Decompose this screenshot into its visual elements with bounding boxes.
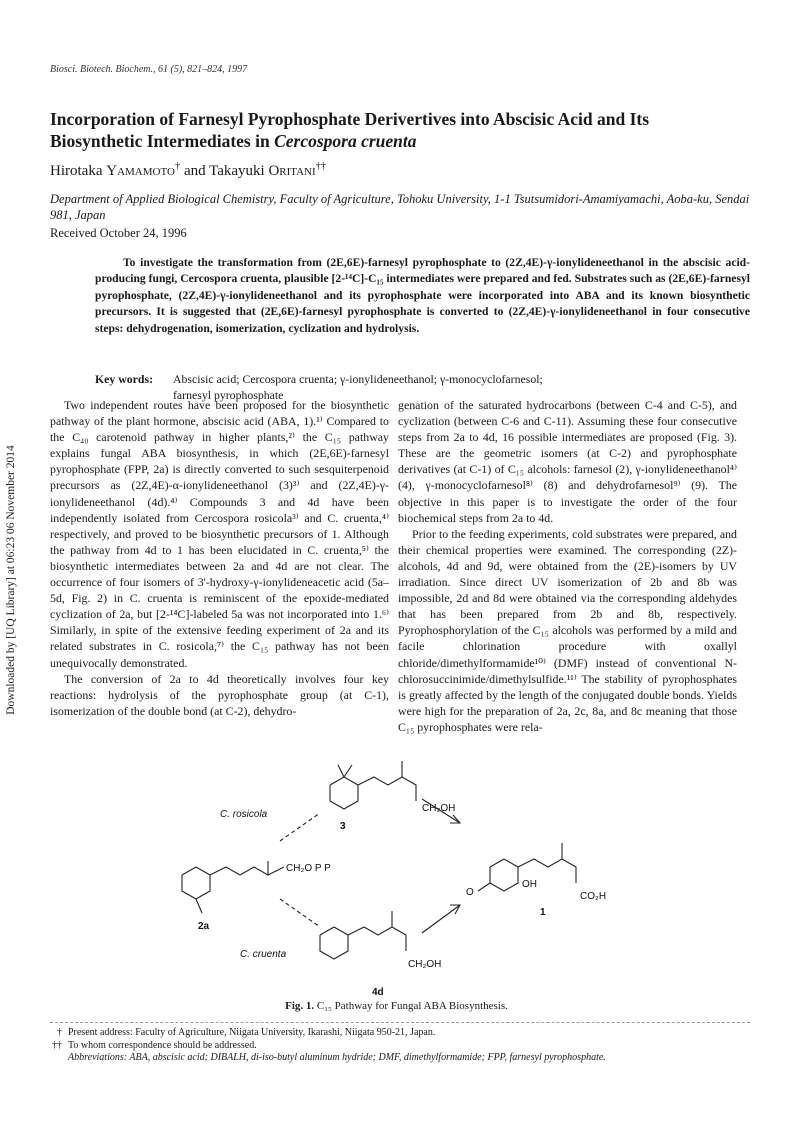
body-column-left [50, 397, 389, 719]
footnote-divider [50, 1022, 750, 1023]
paragraph: Two independent routes have been proposed for the biosynthetic pathway of the plant hormone, abscisic acid (ABA, 1).¹⁾ Compared to the C₄₀ carotenoid pathway in higher plants,²⁾ the C₁₅ pathway explains fungal ABA biosynthesis, in which (2E,6E)-farnesyl pyrophosphate (FPP, 2a) is directly converted to such sesquiterpenoid precursors as (2Z,4E)-α-ionylideneethanol (3)³⁾ and (2Z,4E)-γ-ionylideneethanol (4d).⁴⁾ Compounds 3 and 4d have been independently isolated from Cercospora rosicola³⁾ and C. cruenta,⁴⁾ respectively, and proved to be biosynthetic precursors of 1. Although the pathway from 4d to 1 has been elucidated in C. cruenta,⁵⁾ the biosynthetic intermediates between 2a and 4d are not clear. The occurrence of four isomers of 3'-hydroxy-γ-ionylideneacetic acid (5a–5d, Fig. 2) in C. cruenta is reminiscent of the epoxide-mediated cyclization of 2a, but [2-¹⁴C]-labeled 5a was not incorporated into 1.⁶⁾ Similarly, in spite of the extensive feeding experiment of 2a and its related substrates in C. rosicola,⁷⁾ the C₁₅ pathway has not been unequivocally demonstrated. [50, 398, 389, 670]
group-ch2oh-top: CH₂OH [422, 803, 456, 814]
structure-3 [330, 777, 358, 809]
author-2-given: Takayuki [209, 163, 269, 179]
author-2-mark: †† [315, 161, 327, 172]
figure-1 [160, 737, 640, 999]
footnote [50, 1052, 750, 1065]
structure-1 [490, 859, 518, 891]
figure-caption [0, 1000, 793, 1012]
paragraph: Prior to the feeding experiments, cold substrates were prepared, and their chemical properties were examined. The corresponding (2Z)-alcohols, 4d and 9d, were obtained from the (2E)-isomers by UV irradiation. Since direct UV isomerization of 2b and 8b was impossible, 2d and 8d were obtained via the corresponding aldehydes that has been prepared from 2b and 8b, respectively. Pyrophosphorylation of the C₁₅ alcohols was performed by a mild and facile chlorination procedure with oxallyl chloride/dimethylformamide¹⁰⁾ (DMF) instead of conventional N-chlorosuccinimide/dimethylsulfide.¹¹⁾ The stability of pyrophosphates is greatly affected by the length of the conjugated double bonds. Yields were high for the preparation of 2a, 2c, 8a, and 8c meaning that those C₁₅ pyrophosphates were rela- [398, 526, 737, 734]
affiliation: Department of Applied Biological Chemistry, Faculty of Agriculture, Tohoku University, 1-1 Tsutsumidori-Amamiyamachi, Aoba-ku, Sendai 981, Japan [50, 192, 750, 222]
footnote-mark: † [57, 1027, 62, 1038]
author-list [50, 163, 326, 180]
footnote-mark: †† [52, 1039, 62, 1051]
body-column-right [398, 397, 737, 735]
group-ch2opp: CH₂O P P [286, 863, 331, 874]
received-date: Received October 24, 1996 [50, 226, 187, 240]
author-1-mark: † [174, 161, 181, 172]
label-c-rosicola: C. rosicola [220, 809, 268, 820]
keywords-line-1: Abscisic acid; Cercospora cruenta; γ-ionylideneethanol; γ-monocyclofarnesol; [173, 372, 543, 386]
group-co2h: CO₂H [580, 891, 607, 902]
label-c-cruenta: C. cruenta [240, 949, 287, 960]
keywords-line-2: farnesyl pyrophosphate [173, 388, 284, 402]
footnote-text: Present address: Faculty of Agriculture, Niigata University, Ikarashi, Niigata 950-21, Japan. [68, 1027, 436, 1038]
label-compound-4d: 4d [372, 987, 384, 998]
structure-2a [182, 867, 210, 899]
arrow-2a-to-3 [280, 813, 320, 841]
author-1-given: Hirotaka [50, 163, 107, 179]
footnote-text: To whom correspondence should be addressed. [68, 1039, 257, 1051]
footnote [50, 1027, 750, 1040]
title-organism: Cercospora cruenta [274, 131, 417, 151]
title-line-1: Incorporation of Farnesyl Pyrophosphate Derivertives into Abscisic Acid and Its [50, 109, 650, 129]
paragraph: genation of the saturated hydrocarbons (between C-4 and C-5), and cyclization (between C-6 and C-11). Assuming these four consecutive steps from 2a to 4d, 16 possible intermediates are proposed (Fig. 3). These are the geometric isomers (at C-2) and pyrophosphate derivatives (at C-1) of C₁₅ alcohols: farnesol (2), γ-ionylideneethanol⁴⁾ (4), γ-monocyclofarnesol⁸⁾ (8) and dehydrofarnesol⁹⁾ (9). The objective in this paper is to investigate the order of the four biochemical steps from 2a to 4d. [398, 398, 737, 525]
group-o: O [466, 887, 474, 898]
keywords-label: Key words: [95, 372, 153, 386]
paragraph: The conversion of 2a to 4d theoretically involves four key reactions: hydrolysis of the pyrophosphate group (at C-1), isomerization of the double bond (at C-2), dehydro- [50, 671, 389, 718]
author-2-family: Oritani [268, 163, 316, 179]
download-stamp [0, 0, 22, 1123]
arrow-2a-to-4d [280, 899, 320, 927]
label-compound-3: 3 [340, 821, 346, 832]
caption-label: Fig. 1. [285, 1000, 315, 1012]
arrow-4d-to-1 [422, 905, 460, 933]
journal-citation: Biosci. Biotech. Biochem., 61 (5), 821–824, 1997 [50, 64, 248, 75]
group-oh: OH [522, 879, 537, 890]
label-compound-1: 1 [540, 907, 546, 918]
title-line-2: Biosynthetic Intermediates in [50, 131, 275, 151]
group-ch2oh-bottom: CH₂OH [408, 959, 442, 970]
label-compound-2a: 2a [198, 921, 210, 932]
author-conjunction: and [180, 163, 210, 179]
paper-title [50, 108, 750, 152]
footnotes [50, 1027, 750, 1065]
download-stamp-text: Downloaded by [UQ Library] at 06:23 06 November 2014 [5, 445, 17, 715]
footnote [50, 1040, 750, 1053]
structure-4d [320, 927, 348, 959]
pathway-diagram [160, 737, 640, 999]
abstract: To investigate the transformation from (2E,6E)-farnesyl pyrophosphate to (2Z,4E)-γ-ionylideneethanol in the abscisic acid-producing fungi, Cercospora cruenta, plausible [2-¹⁴C]-C₁₅ intermediates were prepared and fed. Substrates such as (2E,6E)-farnesyl pyrophosphate, (2Z,4E)-γ-ionylideneethanol and its pyrophosphate were incorporated into ABA and its known biosynthetic precursors. It is suggested that (2E,6E)-farnesyl pyrophosphate is converted to (2Z,4E)-γ-ionylideneethanol in four consecutive steps: dehydrogenation, isomerization, cyclization and hydrolysis. [95, 256, 750, 335]
author-1-family: Yamamoto [106, 163, 175, 179]
footnote-text: Abbreviations: ABA, abscisic acid; DIBALH, di-iso-butyl aluminum hydride; DMF, dimethylformamide; FPP, farnesyl pyrophosphate. [68, 1052, 606, 1063]
caption-text: C₁₅ Pathway for Fungal ABA Biosynthesis. [316, 1000, 508, 1012]
